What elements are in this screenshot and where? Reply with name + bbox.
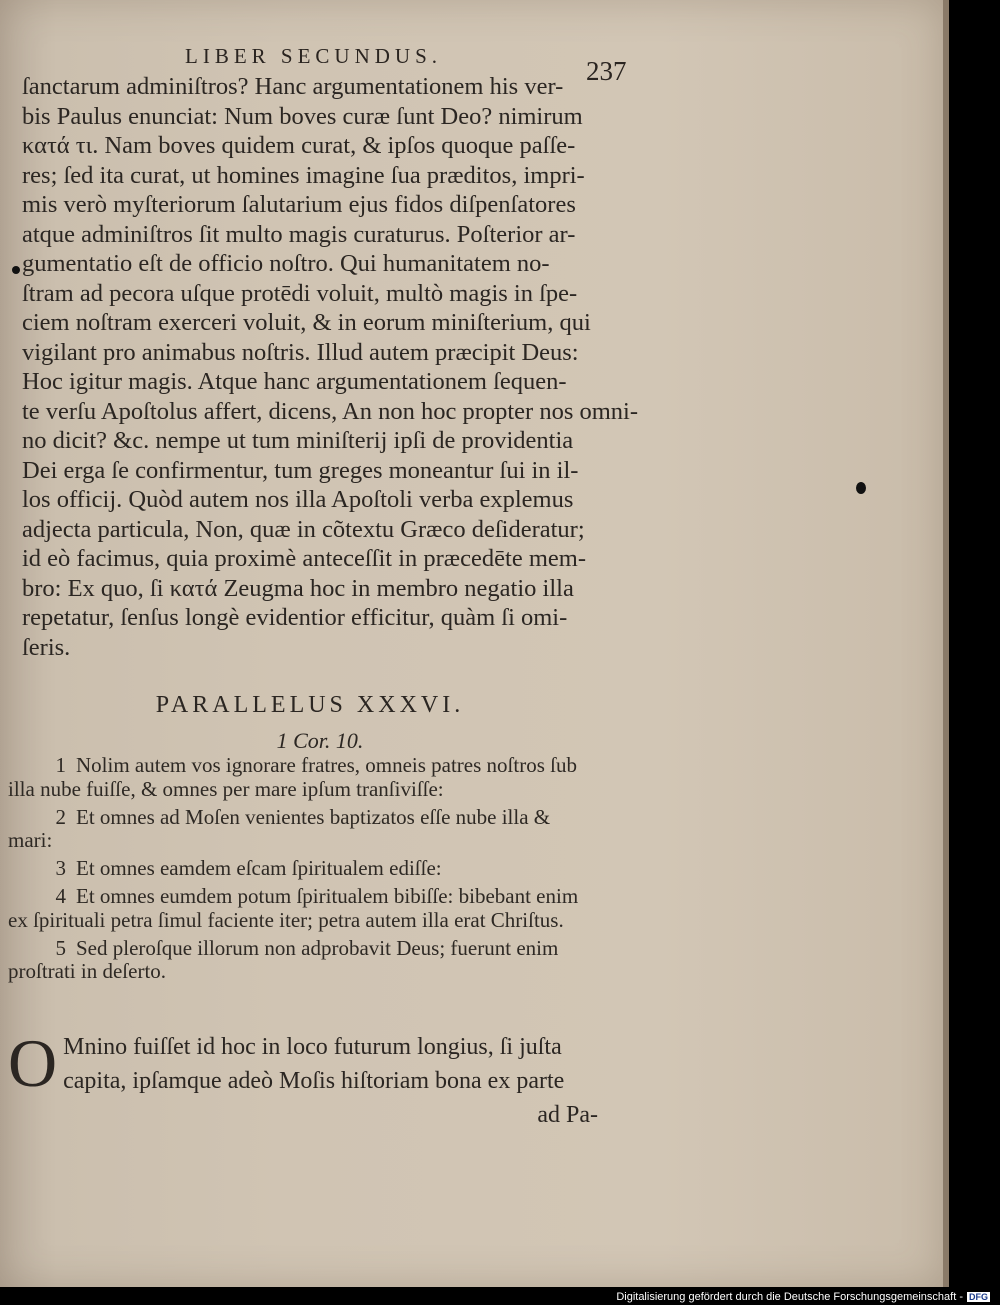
text-line: bis Paulus enunciat: Num boves curæ ſunt Deo? nimirum [22, 102, 583, 130]
verse-text: Sed pleroſque illorum non adprobavit Deus; fuerunt enim proſtrati in deſerto. [8, 935, 559, 984]
page-edge [943, 0, 949, 1287]
text-line: ſanctarum adminiſtros? Hanc argumentationem his ver- [22, 73, 564, 100]
ink-dot [12, 266, 20, 274]
text-line: te verſu Apoſtolus affert, dicens, An non hoc propter nos omni- [22, 397, 639, 425]
footer-text: Digitalisierung gefördert durch die Deutsche Forschungsgemeinschaft - [616, 1291, 963, 1303]
running-title: LIBER SECUNDUS. [185, 44, 443, 68]
verse-list [8, 754, 598, 988]
verse-number: 5 [55, 935, 66, 960]
text-line: atque adminiſtros ſit multo magis curaturus. Poſterior ar- [22, 220, 576, 248]
text-line: ſtram ad pecora uſque protēdi voluit, multò magis in ſpe- [22, 279, 578, 307]
text-line: κατά τι. Nam boves quidem curat, & ipſos quoque paſſe- [22, 132, 576, 159]
drop-cap: O [8, 1025, 58, 1101]
dfg-logo-icon: DFG [969, 1292, 988, 1302]
verse-number: 3 [55, 856, 66, 881]
verse-item [8, 754, 598, 802]
verse-number: 4 [55, 883, 66, 908]
text-line: ciem noſtram exerceri voluit, & in eorum miniſterium, qui [22, 309, 591, 336]
text-line: repetatur, ſenſus longè evidentior efficitur, quàm ſi omi- [22, 604, 568, 631]
text-line: no dicit? &c. nempe ut tum miniſterij ipſi de providentia [22, 427, 574, 454]
verse-item [8, 885, 598, 933]
closing-paragraph [8, 1025, 598, 1132]
verse-text: Et omnes eumdem potum ſpiritualem bibiſſe: bibebant enim ex ſpirituali petra ſimul faciente iter; petra autem illa erat Chriſtus. [8, 883, 579, 932]
text-line: bro: Ex quo, ſi κατά Zeugma hoc in membro negatio illa [22, 574, 574, 602]
scripture-reference: 1 Cor. 10. [276, 728, 364, 753]
text-line: ſeris. [22, 633, 71, 661]
verse-item [8, 857, 598, 881]
closing-text: Mnino fuiſſet id hoc in loco futurum longius, ſi juſta capita, ipſamque adeò Moſis hiſtoriam bona ex parte [63, 1034, 565, 1094]
text-line: res; ſed ita curat, ut homines imagine ſua præditos, impri- [22, 161, 585, 189]
text-line: vigilant pro animabus noſtris. Illud autem præcipit Deus: [22, 338, 579, 366]
section-heading: PARALLELUS XXXVI. [155, 692, 465, 718]
text-line: mis verò myſteriorum ſalutarium ejus fidos diſpenſatores [22, 191, 576, 218]
text-line: Dei erga ſe confirmentur, tum greges moneantur ſui in il- [22, 456, 579, 484]
verse-text: Nolim autem vos ignorare fratres, omneis patres noſtros ſub illa nube fuiſſe, & omnes per mare ipſum tranſiviſſe: [8, 753, 577, 801]
verse-number: 1 [55, 753, 66, 777]
verse-item [8, 806, 598, 854]
verse-text: Et omnes eamdem eſcam ſpiritualem ediſſe: [76, 856, 442, 881]
text-line: los officij. Quòd autem nos illa Apoſtoli verba explemus [22, 486, 574, 513]
verse-text: Et omnes ad Moſen venientes baptizatos eſſe nube illa & mari: [8, 804, 551, 853]
text-line: gumentatio eſt de officio noſtro. Qui humanitatem no- [22, 250, 550, 277]
text-line: id eò facimus, quia proximè anteceſſit in præcedēte mem- [22, 545, 586, 572]
main-text [22, 72, 639, 662]
ink-dot [856, 482, 866, 494]
verse-item [8, 937, 598, 985]
text-line: adjecta particula, Non, quæ in cõtextu Græco deſideratur; [22, 515, 585, 543]
page-number: 237 [586, 56, 627, 86]
catchword: ad Pa- [537, 1102, 598, 1128]
footer-credit [616, 1291, 990, 1303]
verse-number: 2 [55, 804, 66, 829]
text-line: Hoc igitur magis. Atque hanc argumentationem ſequen- [22, 368, 567, 395]
